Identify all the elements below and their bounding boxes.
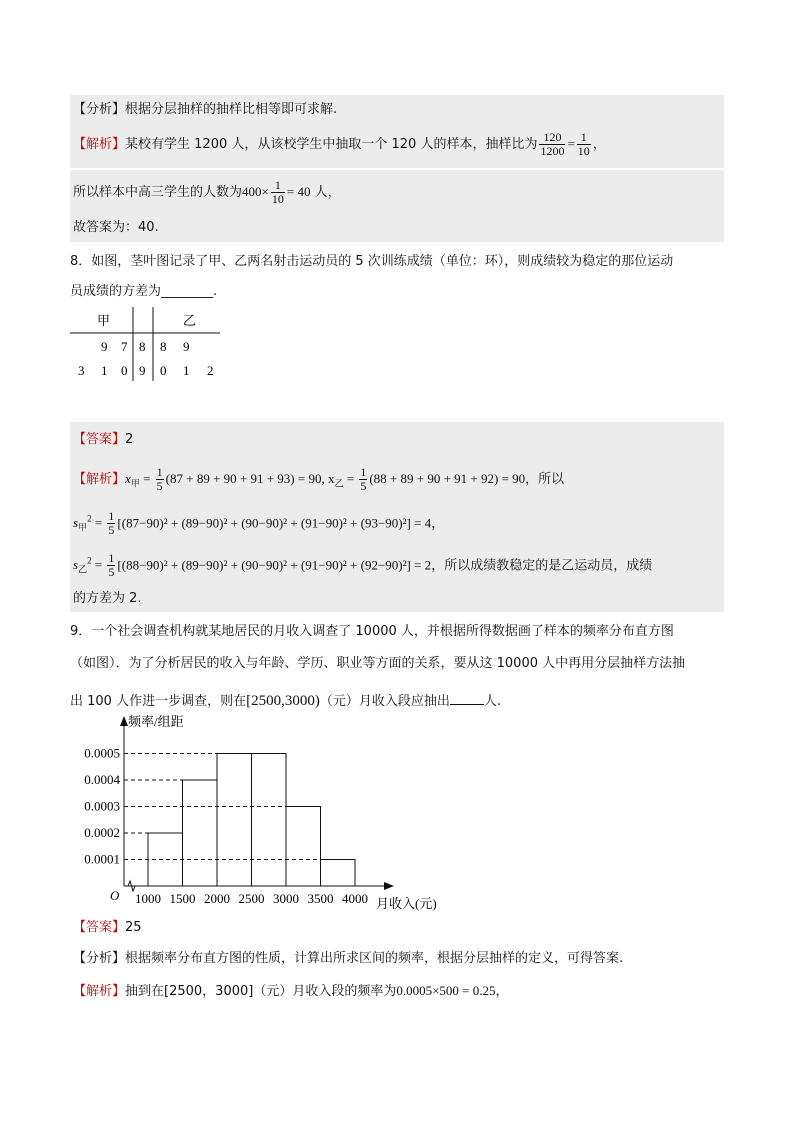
analysis-tag: 【分析】 bbox=[73, 951, 126, 966]
q8-solution-line2: $s_甲^2$ = $\frac{1}{5}$ [(87−90)² + (89−90)² + (90−90)² + (91−90)² + (93−90)²] = 4， bbox=[73, 509, 445, 538]
stemleaf-leaf: 9 bbox=[101, 339, 108, 354]
q9-stem-line3: 出 100 人作进一步调查，则在[2500,3000)（元）月收入段应抽出 人. bbox=[70, 693, 501, 709]
stemleaf-stem: 9 bbox=[139, 363, 146, 378]
x-tick-label: 4000 bbox=[342, 891, 368, 906]
ratio-fraction-simplified: $\frac{1}{10}$ bbox=[577, 130, 590, 158]
stemleaf-leaf: 9 bbox=[183, 339, 190, 354]
stemleaf-leaf: 2 bbox=[207, 363, 214, 378]
stem-leaf-plot bbox=[70, 305, 230, 385]
stemleaf-right-header: 乙 bbox=[183, 313, 197, 328]
histogram-bar bbox=[217, 754, 252, 887]
q8-stem-line1: 8．如图，茎叶图记录了甲、乙两名射击运动员的 5 次训练成绩（单位：环），则成绩较为稳定的那位运动 bbox=[70, 254, 674, 269]
y-tick-label: 0.0005 bbox=[84, 745, 120, 761]
y-axis-label: 频率/组距 bbox=[128, 714, 184, 729]
count-fraction: $\frac{1}{10}$ bbox=[271, 178, 284, 206]
y-tick-label: 0.0002 bbox=[84, 825, 120, 840]
q7-solution-line: 【解析】某校有学生 1200 人，从该校学生中抽取一个 120 人的样本，抽样比为 $\frac{120}{1200}$ = $\frac{1}{10}$ ， bbox=[73, 130, 606, 158]
q7-final-answer: 故答案为：40. bbox=[73, 220, 159, 235]
answer-blank bbox=[450, 692, 484, 705]
answer-value: 2 bbox=[125, 432, 134, 447]
q9-stem-line2: （如图）．为了分析居民的收入与年龄、学历、职业等方面的关系，要从这 10000 人中再用分层抽样方法抽 bbox=[70, 656, 686, 671]
histogram-bar bbox=[183, 780, 218, 886]
x-axis-label: 月收入(元) bbox=[376, 896, 437, 911]
stemleaf-leaf: 0 bbox=[160, 363, 167, 378]
ratio-fraction: $\frac{120}{1200}$ bbox=[540, 130, 565, 158]
x-tick-label: 1500 bbox=[169, 891, 196, 906]
x-tick-label: 3500 bbox=[307, 891, 334, 906]
x-axis-arrow bbox=[384, 882, 394, 890]
frequency-histogram bbox=[60, 712, 460, 912]
analysis-tag: 【分析】 bbox=[73, 102, 126, 117]
origin-label: O bbox=[110, 888, 120, 903]
stemleaf-left-header: 甲 bbox=[97, 313, 111, 328]
q9-analysis-line: 【分析】根据频率分布直方图的性质，计算出所求区间的频率，根据分层抽样的定义，可得答案. bbox=[73, 951, 624, 966]
answer-tag: 【答案】 bbox=[73, 432, 126, 447]
q9-solution-line: 【解析】抽到在[2500，3000]（元）月收入段的频率为0.0005×500 = 0.25， bbox=[73, 983, 509, 999]
y-tick-label: 0.0004 bbox=[84, 772, 120, 787]
histogram-bar bbox=[286, 807, 321, 887]
solution-tag: 【解析】 bbox=[73, 984, 126, 999]
histogram-bar bbox=[321, 860, 356, 887]
x-tick-label: 2500 bbox=[238, 891, 265, 906]
stemleaf-leaf: 0 bbox=[121, 363, 128, 378]
q7-count-line: 所以样本中高三学生的人数为400× $\frac{1}{10}$ = 40 人， bbox=[73, 178, 341, 206]
q9-answer-line bbox=[73, 919, 142, 937]
solution-tag: 【解析】 bbox=[73, 472, 126, 487]
y-tick-label: 0.0003 bbox=[84, 798, 120, 814]
q9-stem-line1: 9．一个社会调查机构就某地居民的月收入调查了 10000 人，并根据所得数据画了样本的频率分布直方图 bbox=[70, 624, 674, 639]
solution-text: 某校有学生 1200 人，从该校学生中抽取一个 120 人的样本，抽样比为 bbox=[125, 137, 538, 152]
q7-analysis-line bbox=[73, 101, 337, 119]
q8-solution-line4: 的方差为 2. bbox=[73, 591, 142, 606]
answer-value: 25 bbox=[125, 920, 142, 935]
solution-tag: 【解析】 bbox=[73, 137, 126, 152]
q8-solution-line3: $s_乙^2$ = $\frac{1}{5}$ [(88−90)² + (89−90)² + (90−90)² + (91−90)² + (92−90)²] = 2，所以成绩教稳定的是乙运动员，成绩 bbox=[73, 551, 653, 580]
y-tick-label: 0.0001 bbox=[84, 851, 120, 867]
x-tick-label: 1000 bbox=[135, 891, 161, 906]
y-axis-arrow bbox=[120, 716, 128, 726]
q8-stem-line2: 员成绩的方差为________. bbox=[70, 284, 218, 299]
stemleaf-stem: 8 bbox=[139, 339, 146, 354]
x-tick-label: 3000 bbox=[273, 891, 299, 906]
histogram-bar bbox=[252, 754, 287, 887]
stemleaf-leaf: 8 bbox=[160, 339, 167, 354]
x-tick-label: 2000 bbox=[204, 891, 230, 906]
stemleaf-leaf: 1 bbox=[183, 363, 190, 378]
stemleaf-leaf: 1 bbox=[101, 363, 108, 378]
stemleaf-leaf: 7 bbox=[121, 339, 128, 354]
q8-answer-line bbox=[73, 431, 133, 449]
answer-tag: 【答案】 bbox=[73, 920, 126, 935]
q8-solution-line1: 【解析】$x_甲$ = $\frac{1}{5}$ (87 + 89 + 90 + 91 + 93) = 90, $x_乙$ = $\frac{1}{5}$ (88 + 89 + 90 + 91 + 92) = 90，所以 bbox=[73, 465, 565, 493]
analysis-text: 根据分层抽样的抽样比相等即可求解. bbox=[125, 102, 338, 117]
stemleaf-leaf: 3 bbox=[78, 363, 85, 378]
